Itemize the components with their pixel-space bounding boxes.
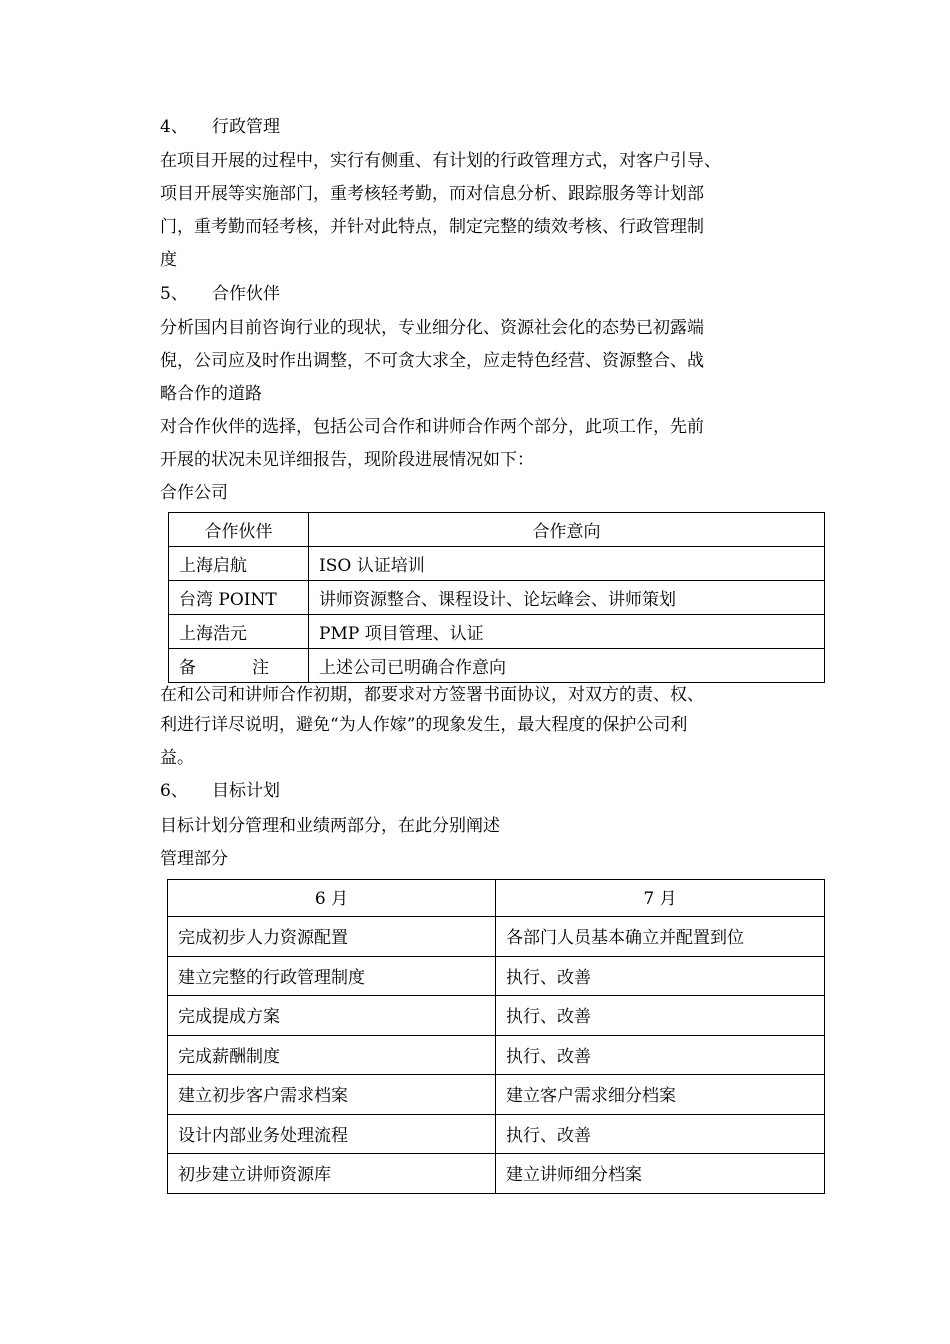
section-5-after-line-2: 利进行详尽说明，避免“为人作嫁”的现象发生，最大程度的保护公司利 [160, 715, 688, 735]
table-row [169, 547, 825, 581]
table-header-cell: 7 月 [496, 880, 825, 917]
section-5-heading [160, 282, 280, 306]
june-goal-cell: 建立完整的行政管理制度 [168, 956, 496, 996]
partner-name-cell: 上海启航 [169, 547, 309, 581]
partner-intent-cell: ISO 认证培训 [309, 547, 825, 581]
note-label-part-2: 注 [252, 658, 269, 678]
section-5-line-5: 开展的状况未见详细报告，现阶段进展情况如下： [160, 450, 534, 470]
management-plan-table [167, 879, 825, 1194]
section-6-number: 6、 [160, 781, 188, 801]
table-row [168, 1154, 825, 1194]
partner-intent-cell: PMP 项目管理、认证 [309, 615, 825, 649]
section-5-line-3: 略合作的道路 [160, 384, 262, 404]
partner-name-cell: 台湾 POINT [169, 581, 309, 615]
june-goal-cell: 初步建立讲师资源库 [168, 1154, 496, 1194]
section-5-after-line-3: 益。 [160, 748, 194, 768]
table-row [168, 1114, 825, 1154]
note-text-cell: 上述公司已明确合作意向 [309, 649, 825, 683]
table-row [168, 1035, 825, 1075]
note-label-cell [169, 649, 309, 683]
section-6-title: 目标计划 [212, 781, 280, 801]
table-row [168, 956, 825, 996]
section-4-line-1: 在项目开展的过程中，实行有侧重、有计划的行政管理方式，对客户引导、 [160, 151, 721, 171]
table-header-row [169, 513, 825, 547]
june-goal-cell: 完成薪酬制度 [168, 1035, 496, 1075]
july-goal-cell: 执行、改善 [496, 1114, 825, 1154]
june-goal-cell: 设计内部业务处理流程 [168, 1114, 496, 1154]
table-row [168, 1075, 825, 1115]
partners-table [168, 512, 825, 683]
table-row [168, 917, 825, 957]
section-5-number: 5、 [160, 284, 188, 304]
july-goal-cell: 建立讲师细分档案 [496, 1154, 825, 1194]
partner-name-cell: 上海浩元 [169, 615, 309, 649]
section-6-heading [160, 779, 280, 803]
section-5-line-1: 分析国内目前咨询行业的现状，专业细分化、资源社会化的态势已初露端 [160, 318, 704, 338]
section-5-line-6: 合作公司 [160, 483, 228, 503]
july-goal-cell: 建立客户需求细分档案 [496, 1075, 825, 1115]
june-goal-cell: 完成初步人力资源配置 [168, 917, 496, 957]
section-4-title: 行政管理 [212, 117, 280, 137]
section-5-title: 合作伙伴 [212, 284, 280, 304]
section-4-number: 4、 [160, 117, 188, 137]
section-4-line-2: 项目开展等实施部门，重考核轻考勤，而对信息分析、跟踪服务等计划部 [160, 184, 704, 204]
section-5-line-2: 倪，公司应及时作出调整，不可贪大求全，应走特色经营、资源整合、战 [160, 351, 704, 371]
section-4-line-4: 度 [160, 250, 177, 270]
note-label-part-1: 备 [179, 658, 196, 678]
table-row [168, 996, 825, 1036]
table-header-cell: 合作意向 [309, 513, 825, 547]
section-4-line-3: 门，重考勤而轻考核，并针对此特点，制定完整的绩效考核、行政管理制 [160, 217, 704, 237]
july-goal-cell: 执行、改善 [496, 1035, 825, 1075]
table-header-cell: 6 月 [168, 880, 496, 917]
section-6-line-1: 目标计划分管理和业绩两部分，在此分别阐述 [160, 816, 500, 836]
partner-intent-cell: 讲师资源整合、课程设计、论坛峰会、讲师策划 [309, 581, 825, 615]
july-goal-cell: 各部门人员基本确立并配置到位 [496, 917, 825, 957]
table-row [169, 581, 825, 615]
section-5-after-line-1: 在和公司和讲师合作初期，都要求对方签署书面协议，对双方的责、权、 [160, 685, 704, 705]
july-goal-cell: 执行、改善 [496, 956, 825, 996]
table-note-row [169, 649, 825, 683]
june-goal-cell: 完成提成方案 [168, 996, 496, 1036]
table-header-row [168, 880, 825, 917]
section-5-line-4: 对合作伙伴的选择，包括公司合作和讲师合作两个部分，此项工作，先前 [160, 417, 704, 437]
section-6-line-2: 管理部分 [160, 849, 228, 869]
june-goal-cell: 建立初步客户需求档案 [168, 1075, 496, 1115]
july-goal-cell: 执行、改善 [496, 996, 825, 1036]
table-row [169, 615, 825, 649]
table-header-cell: 合作伙伴 [169, 513, 309, 547]
section-4-heading [160, 115, 280, 139]
